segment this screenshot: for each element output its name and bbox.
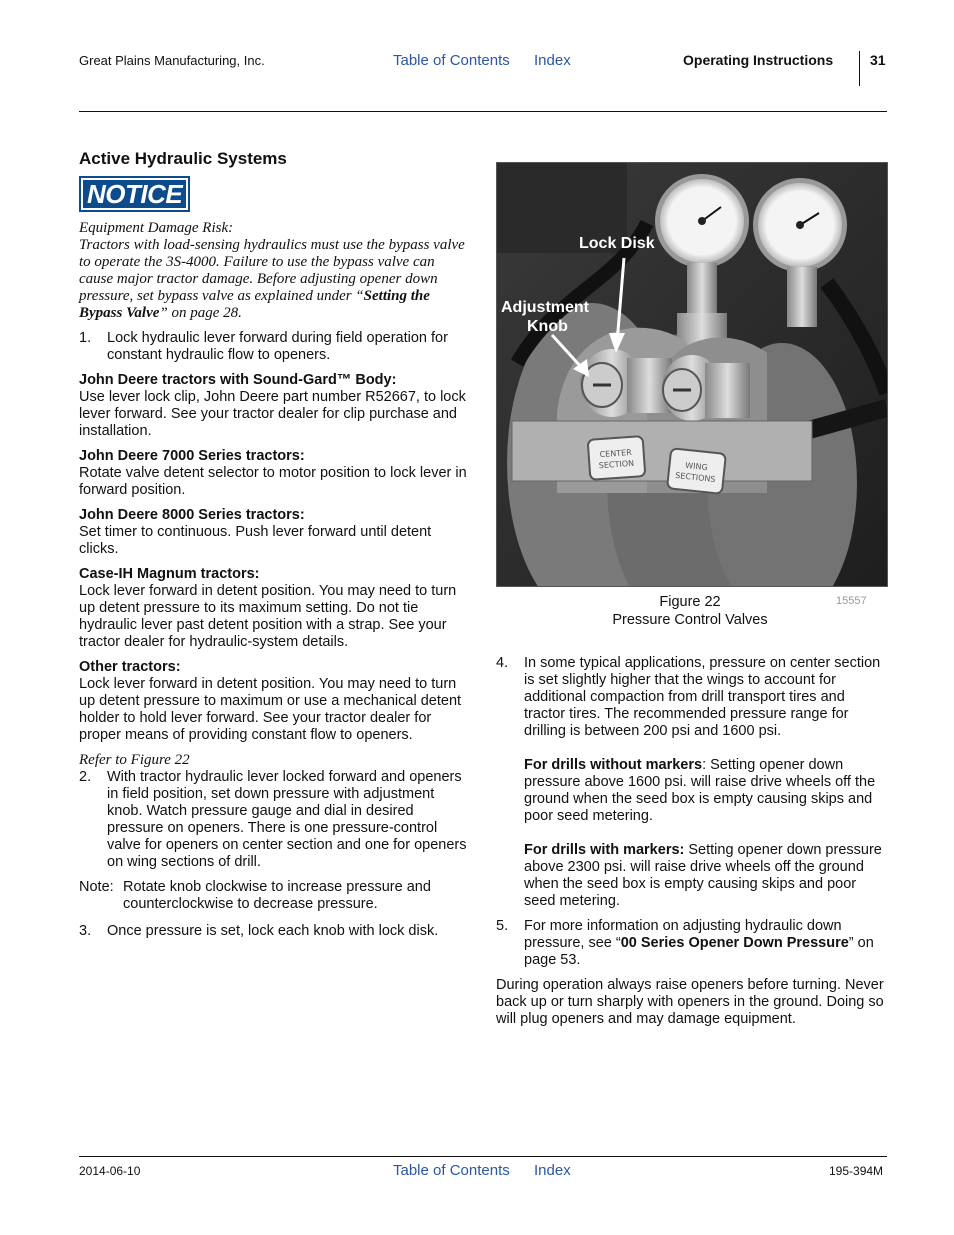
placard-wing-line2: SECTIONS [674,470,716,485]
jd-soundgard-block: John Deere tractors with Sound-Gard™ Body: Use lever lock clip, John Deere part number R52667, to lock lever forward. See your tractor dealer for clip purchase and installation. [79,372,466,439]
down-pressure-ref: 00 Series Opener Down Pressure [620,935,849,951]
photo-number: 15557 [836,595,867,607]
step-5: 5. For more information on adjusting hydraulic down pressure, see “00 Series Opener Down Pressure” on page 53. [496,918,874,968]
pressure-valves-photo [496,162,888,587]
risk-title: Equipment Damage Risk: [79,220,234,236]
page-number: 31 [870,52,886,68]
step-4-text: In some typical applications, pressure on center section is set slightly higher that the wings to account for additional compaction from drill transport tires and tractor tires. The recommended pressure range for drilling is between 200 psi and 1600 psi. [524,655,881,739]
step-4: 4. In some typical applications, pressure on center section is set slightly higher that the wings to account for additional compaction from drill transport tires and tractor tires. The recommended pressure range for drilling is between 200 psi and 1600 psi. For drills without markers: Setting opener down pressure above 1600 psi. will raise drive wheels off the ground when the seed box is empty causing skips and poor seed metering. For drills with markers: Setting opener down pressure above 2300 psi. will raise drive wheels off the ground when the seed box is empty causing skips and poor seed metering. [496,655,888,910]
label-adjustment: Adjustment [501,299,589,316]
step-2: 2. With tractor hydraulic lever locked forward and openers in field position, set down pressure with adjustment knob. Watch pressure gauge and dial in desired pressure on openers. There is one pressure-control valve for openers on center section and one for openers on wing sections of drill. [79,769,467,870]
footer-rule [79,1156,887,1157]
footer-date: 2014-06-10 [79,1164,141,1178]
section-title: Operating Instructions [683,52,834,68]
label-lock-disk: Lock Disk [579,235,655,252]
header-rule [79,111,887,112]
step-3: 3. Once pressure is set, lock each knob with lock disk. [79,923,439,939]
risk-text: Tractors with load-sensing hydraulics must use the bypass valve to operate the 3S-4000. Failure to use the bypass valve can cause major tractor damage. Before adjusting opener down pressure, set bypass valve as explained under “Setting the Bypass Valve” on page 28. [79,237,465,321]
placard-wing-line1: WING [684,460,709,473]
figure-caption [560,593,820,629]
step-1: 1. Lock hydraulic lever forward during field operation for constant hydraulic flow to openers. [79,330,448,363]
notice-badge: NOTICE [79,176,190,212]
company-name: Great Plains Manufacturing, Inc. [79,53,265,68]
note: Note: Rotate knob clockwise to increase pressure and counterclockwise to decrease pressure. [79,879,431,912]
right-column [496,655,888,1036]
placard-center-line1: CENTER [599,447,633,460]
refer-figure: Refer to Figure 22 [79,752,190,768]
section-heading: Active Hydraulic Systems [79,149,287,168]
with-markers-para: For drills with markers: Setting opener down pressure above 2300 psi. will raise drive wheels off the ground when the seed box is empty causing skips and poor seed metering. [524,842,882,909]
left-column [79,150,469,948]
placard-center-line2: SECTION [598,458,635,471]
footer-index-link[interactable]: Index [534,1162,571,1179]
label-knob: Knob [527,318,568,335]
bypass-valve-ref: Setting the Bypass Valve [79,288,430,321]
without-markers-para: For drills without markers: Setting opener down pressure above 1600 psi. will raise drive wheels off the ground when the seed box is empty causing skips and poor seed metering. [524,757,876,824]
header-divider [859,51,860,86]
jd-8000-block: John Deere 8000 Series tractors: Set timer to continuous. Push lever forward until detent clicks. [79,507,432,557]
header-index-link[interactable]: Index [534,52,571,69]
figure-title: Pressure Control Valves [612,612,768,628]
closing-paragraph: During operation always raise openers before turning. Never back up or turn sharply with openers in the ground. Doing so will plug openers and may damage equipment. [496,977,884,1027]
other-tractors-block: Other tractors: Lock lever forward in detent position. You may need to turn up detent pressure to maximum or use a mechanical detent holder to hold lever forward. See your tractor dealer for proper means of providing constant flow to openers. [79,659,462,743]
footer-doc-number: 195-394M [829,1164,884,1178]
footer-toc-link[interactable]: Table of Contents [393,1162,510,1179]
header-toc-link[interactable]: Table of Contents [393,52,510,69]
jd-7000-block: John Deere 7000 Series tractors: Rotate valve detent selector to motor position to lock lever in forward position. [79,448,467,498]
photo-illustration [497,163,887,586]
figure-number: Figure 22 [659,594,721,610]
case-ih-block: Case-IH Magnum tractors: Lock lever forward in detent position. You may need to turn up detent pressure to its maximum setting. Do not tie hydraulic lever past detent position with a strap. See your tractor dealer for hydraulic-system details. [79,566,457,650]
